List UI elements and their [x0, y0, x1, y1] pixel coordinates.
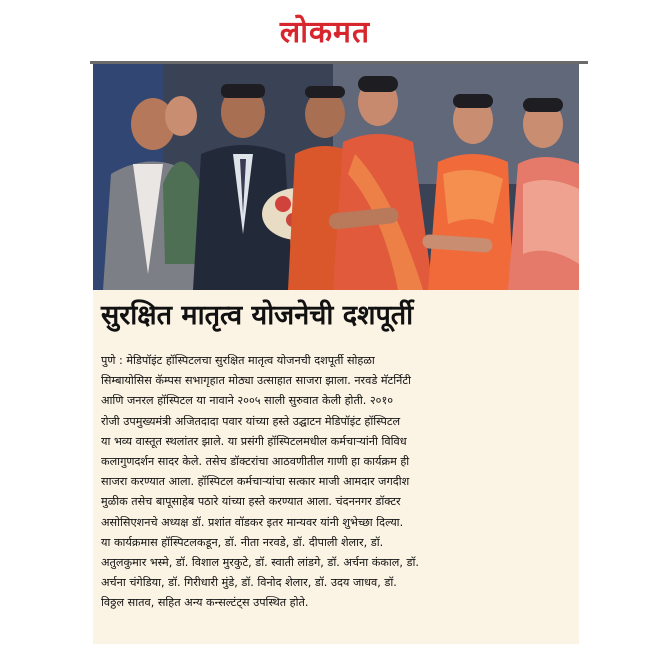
article-line: कलागुणदर्शन सादर केले. तसेच डॉक्टरांचा आठवणीतील गाणी हा कार्यक्रम ही [101, 455, 410, 469]
article-line: मुळीक तसेच बापूसाहेब पठारे यांच्या हस्ते करण्यात आला. चंदननगर डॉक्टर [101, 495, 401, 509]
article-line: सिम्बायोसिस कॅम्पस सभागृहात मोठ्या उत्साहात साजरा झाला. नरवडे मॅटर्निटी [101, 374, 411, 388]
article-line: साजरा करण्यात आला. हॉस्पिटल कर्मचाऱ्यांचा सत्कार माजी आमदार जगदीश [101, 475, 410, 489]
article-line: अर्चना चंगेडिया, डॉ. गिरीधारी मुंडे, डॉ. विनोद शेलार, डॉ. उदय जाधव, डॉ. [101, 576, 397, 590]
article-line: या भव्य वास्तूत स्थलांतर झाले. या प्रसंगी हॉस्पिटलमधील कर्मचाऱ्यांनी विविध [101, 434, 407, 448]
newspaper-masthead: लोकमत [279, 15, 371, 50]
newspaper-clipping [93, 64, 579, 644]
article-line: आणि जनरल हॉस्पिटल या नावाने २००५ साली सुरुवात केली होती. २०१० [101, 394, 394, 408]
event-photo [93, 64, 579, 290]
article-line: पुणे : मेडिपॉइंट हॉस्पिटलचा सुरक्षित मातृत्व योजनची दशपूर्ती सोहळा [101, 354, 375, 367]
article-headline: सुरक्षित मातृत्व योजनेची दशपूर्ती [101, 300, 414, 331]
article-line: रोजी उपमुख्यमंत्री अजितदादा पवार यांच्या हस्ते उद्घाटन मेडिपॉइंट हॉस्पिटल [101, 414, 401, 428]
article-line: अतुलकुमार भस्मे, डॉ. विशाल मुरकुटे, डॉ. स्वाती लांडगे, डॉ. अर्चना कंकाल, डॉ. [101, 556, 419, 570]
article-line: या कार्यक्रमास हॉस्पिटलकडून, डॉ. नीता नरवडे, डॉ. दीपाली शेलार, डॉ. [101, 535, 384, 549]
article-line: असोसिएशनचे अध्यक्ष डॉ. प्रशांत वॉडकर इतर मान्यवर यांनी शुभेच्छा दिल्या. [101, 515, 404, 529]
article-line: विठ्ठल सातव, सहित अन्य कन्सल्टंट्स उपस्थित होते. [101, 596, 309, 610]
article-body [101, 351, 573, 614]
